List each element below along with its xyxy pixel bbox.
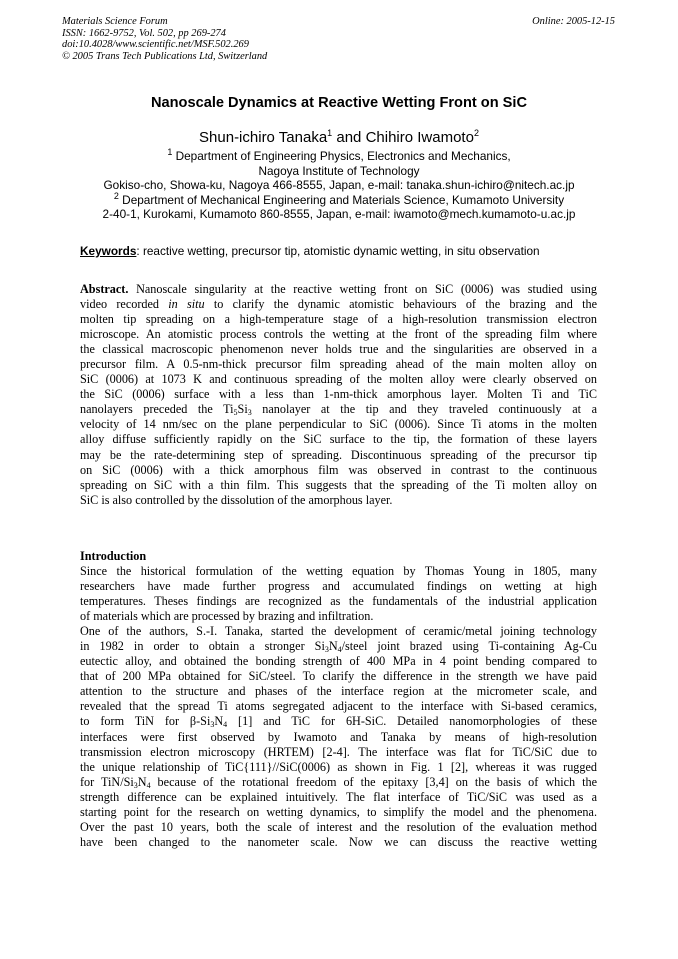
paragraph-line: interfaces were first observed by Iwamoto and Tanaka by means of high-resolution bbox=[80, 729, 597, 744]
abstract-line bbox=[80, 282, 597, 297]
paragraph-line: that of 200 MPa obtained for SiC/steel. To clarify the difference in the strength we have paid bbox=[80, 669, 597, 684]
abstract-text: nanolayer at the tip and they traveled continuously at a bbox=[251, 402, 597, 417]
paragraph-line bbox=[80, 714, 597, 729]
subscript: 3 bbox=[324, 645, 329, 655]
abstract-text: Si bbox=[237, 402, 248, 417]
section-heading-introduction: Introduction bbox=[80, 549, 147, 563]
paragraph-text: N bbox=[214, 714, 224, 729]
author-1: Shun-ichiro Tanaka bbox=[199, 129, 328, 146]
paragraph-text: /steel joint brazed using Ti-containing Ag-Cu bbox=[341, 639, 597, 654]
affiliations bbox=[0, 149, 678, 222]
abstract-italic: in situ bbox=[168, 297, 205, 312]
abstract-text: video recorded bbox=[80, 297, 169, 312]
abstract bbox=[80, 282, 597, 508]
abstract-line: the classical macroscopic phenomenon never holds true and the singularities are observed in a bbox=[80, 342, 597, 357]
subscript: 4 bbox=[146, 780, 151, 790]
paragraph-line: have been changed to the nanometer scale. Now we can discuss the reactive wetting bbox=[80, 834, 597, 849]
online-date: Online: 2005-12-15 bbox=[532, 16, 615, 27]
author-2: Chihiro Iwamoto bbox=[365, 129, 474, 146]
copyright-line: © 2005 Trans Tech Publications Ltd, Switzerland bbox=[62, 50, 268, 62]
abstract-line: may be the rate-determining step of spreading. Discontinuous spreading of the precursor tip bbox=[80, 447, 597, 462]
abstract-line: velocity of 14 nm/sec on the plane perpendicular to SiC (0006). Since Ti atoms in the molten bbox=[80, 417, 597, 432]
paragraph-line: temperatures. Theses findings are recognized as the fundamentals of the industrial application bbox=[80, 594, 597, 609]
keywords-label: Keywords bbox=[80, 244, 137, 258]
affiliation-2-dept: Department of Mechanical Engineering and Materials Science, Kumamoto University bbox=[118, 192, 565, 207]
abstract-line bbox=[80, 297, 597, 312]
subscript: 3 bbox=[210, 720, 215, 730]
paragraph-line: researchers have made further progress and accumulated findings on wetting at high bbox=[80, 579, 597, 594]
abstract-label: Abstract. bbox=[80, 282, 129, 296]
paragraph-text: [1] and TiC for 6H-SiC. Detailed nanomorphologies of these bbox=[227, 714, 597, 729]
abstract-text: nanolayers preceded the Ti bbox=[80, 402, 234, 417]
abstract-line: on SiC (0006) with a thick amorphous film was observed in contrast to the continuous bbox=[80, 462, 597, 477]
paragraph-text: N bbox=[137, 774, 147, 789]
paragraph-line: starting point for the research on wetting dynamics, to simplify the model and the phenomena. bbox=[80, 804, 597, 819]
publication-info bbox=[62, 16, 267, 62]
author-2-mark: 2 bbox=[473, 128, 479, 138]
issn-line: ISSN: 1662-9752, Vol. 502, pp 269-274 bbox=[62, 27, 226, 39]
abstract-line: microscope. An atomistic process controls the wetting at the front of the spreading film where bbox=[80, 327, 597, 342]
author-1-mark: 1 bbox=[327, 128, 333, 138]
paragraph-line: of materials which are processed by brazing and infiltration. bbox=[80, 609, 374, 624]
paragraph-line: attention to the structure and phases of the interface region at the micrometer scale, and bbox=[80, 684, 597, 699]
paper-title: Nanoscale Dynamics at Reactive Wetting Front on SiC bbox=[150, 95, 528, 111]
abstract-line: precursor film. A 0.5-nm-thick precursor film spreading ahead of the main molten alloy on bbox=[80, 357, 597, 372]
affiliation-2-line-1 bbox=[0, 190, 678, 208]
abstract-text: Nanoscale singularity at the reactive wetting front on SiC (0006) was studied using bbox=[128, 282, 597, 296]
paragraph-line: the unique relationship of TiC{111}//SiC(0006) as shown in Fig. 1 [2], whereas it was rugged bbox=[80, 759, 597, 774]
paragraph-line: revealed that the spread Ti atoms segregated adjacent to the interface with Si-based ceramics, bbox=[80, 699, 597, 714]
subscript: 3 bbox=[247, 408, 252, 418]
paragraph-line bbox=[80, 639, 597, 654]
affiliation-1-mark: 1 bbox=[167, 147, 173, 158]
affiliation-2-line-2: 2-40-1, Kurokami, Kumamoto 860-8555, Japan, e-mail: iwamoto@mech.kumamoto-u.ac.jp bbox=[102, 207, 576, 222]
paragraph-line: transmission electron microscopy (HRTEM) [2-4]. The interface was flat for TiC/SiC due to bbox=[80, 744, 597, 759]
keywords-text: : reactive wetting, precursor tip, atomistic dynamic wetting, in situ observation bbox=[136, 244, 540, 258]
paragraph-text: in 1982 in order to obtain a stronger Si bbox=[80, 639, 325, 654]
author-and: and bbox=[332, 129, 366, 146]
journal-name: Materials Science Forum bbox=[62, 16, 168, 27]
affiliation-1-line-3: Gokiso-cho, Showa-ku, Nagoya 466-8555, Japan, e-mail: tanaka.shun-ichiro@nitech.ac.jp bbox=[103, 178, 575, 193]
abstract-line: SiC is also controlled by the dissolution of the amorphous layer. bbox=[80, 492, 393, 507]
paragraph-text: N bbox=[328, 639, 338, 654]
paragraph-line: Since the historical formulation of the wetting equation by Thomas Young in 1805, many bbox=[80, 564, 597, 578]
paragraph-line: One of the authors, S.-I. Tanaka, started the development of ceramic/metal joining technology bbox=[80, 624, 597, 639]
subscript: 5 bbox=[233, 408, 238, 418]
paragraph-line: strength difference can be explained intuitively. The flat interface of TiC/SiC was used as a bbox=[80, 789, 597, 804]
keywords bbox=[80, 244, 540, 258]
subscript: 3 bbox=[133, 780, 138, 790]
abstract-line: spreading on SiC with a thin film. This suggests that the spreading of the Ti molten alloy on bbox=[80, 477, 597, 492]
subscript: 4 bbox=[337, 645, 342, 655]
paragraph-line bbox=[80, 775, 597, 790]
abstract-line: the SiC (0006) surface with a less than 1-nm-thick amorphous layer. Molten Ti and TiC bbox=[80, 387, 597, 402]
paragraph-text: for TiN/Si bbox=[80, 774, 134, 789]
abstract-line: molten tip spreading on a high-temperature stage of a high-resolution transmission electron bbox=[80, 312, 597, 327]
abstract-text: to clarify the dynamic atomistic behaviours of the brazing and the bbox=[204, 297, 597, 312]
abstract-line bbox=[80, 402, 597, 417]
subscript: 4 bbox=[223, 720, 228, 730]
affiliation-1-line-2: Nagoya Institute of Technology bbox=[258, 163, 420, 178]
affiliation-2-mark: 2 bbox=[113, 190, 119, 201]
abstract-line: alloy diffuse sufficiently rapidly on the SiC surface to the tip, the formation of these layers bbox=[80, 432, 597, 447]
abstract-line: SiC (0006) at 1073 K and continuous spreading of the molten alloy were clearly observed on bbox=[80, 372, 597, 387]
affiliation-1-line-1 bbox=[0, 149, 678, 164]
author-line bbox=[0, 129, 678, 146]
paragraph-text: to form TiN for β-Si bbox=[80, 714, 211, 729]
paragraph-line: eutectic alloy, and obtained the bonding strength of 400 MPa in 4 point bending compared to bbox=[80, 654, 597, 669]
introduction-body bbox=[80, 564, 597, 850]
affiliation-1-dept: Department of Engineering Physics, Electronics and Mechanics, bbox=[172, 149, 511, 163]
paragraph-text: because of the rotational freedom of the epitaxy [3,4] on the basis of which the bbox=[150, 774, 597, 789]
doi-line: doi:10.4028/www.scientific.net/MSF.502.269 bbox=[62, 39, 249, 50]
paragraph-line: Over the past 10 years, both the scale of interest and the resolution of the evaluation method bbox=[80, 819, 597, 834]
